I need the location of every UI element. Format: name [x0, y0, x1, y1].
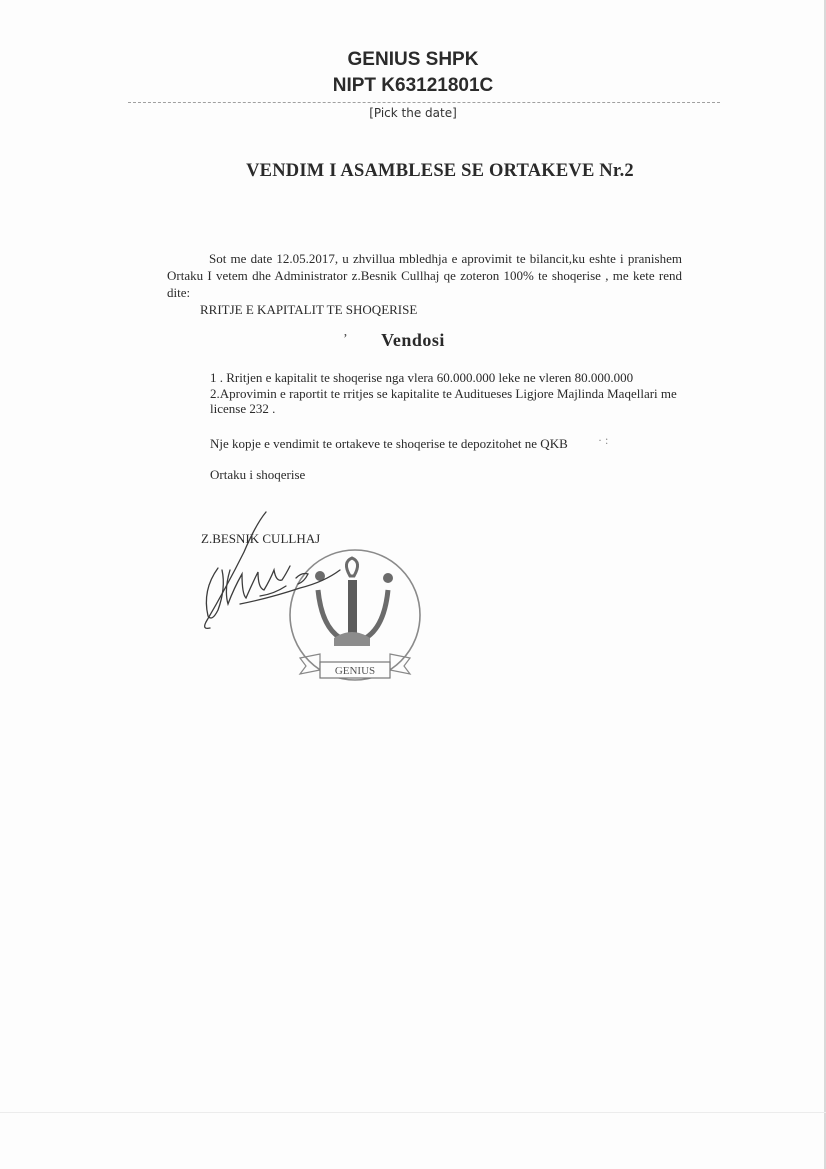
- stamp-label: GENIUS: [334, 665, 376, 677]
- company-nipt: NIPT K63121801C: [332, 75, 494, 96]
- date-placeholder: [Pick the date]: [369, 106, 457, 120]
- partner-label: Ortaku i shoqerise: [210, 467, 306, 482]
- stamp-emblem-icon: [315, 558, 393, 646]
- decision-heading: Vendosi: [381, 330, 445, 350]
- copy-note: Nje kopje e vendimit te ortakeve te shoqerise te depozitohet ne QKB: [210, 436, 568, 451]
- intro-text: Sot me date 12.05.2017, u zhvillua mbledhja e aprovimit te bilancit,ku eshte i pranishem Ortaku I vetem dhe Administrator z.Besnik Cullhaj qe zoteron 100% te shoqerise , me kete rend dite:: [167, 251, 682, 300]
- copy-note-marks: · :: [598, 433, 609, 447]
- document-title: VENDIM I ASAMBLESE SE ORTAKEVE Nr.2: [246, 161, 634, 181]
- company-stamp: [200, 508, 430, 708]
- scan-line: [0, 1112, 826, 1113]
- company-name: GENIUS SHPK: [347, 49, 479, 70]
- decision-mark: ’: [343, 332, 348, 347]
- stamp-banner: [300, 654, 410, 678]
- decision-item-2: 2.Aprovimin e raportit te rritjes se kapitalite te Auditueses Ligjore Majlinda Maqellari me license 232 .: [210, 386, 677, 416]
- header-divider: [128, 102, 720, 103]
- agenda-item: RRITJE E KAPITALIT TE SHOQERISE: [200, 302, 418, 317]
- signer-name: Z.BESNIK CULLHAJ: [201, 531, 321, 546]
- decision-item-1: 1 . Rritjen e kapitalit te shoqerise nga vlera 60.000.000 leke ne vleren 80.000.000: [210, 370, 634, 385]
- intro-paragraph: [167, 250, 682, 301]
